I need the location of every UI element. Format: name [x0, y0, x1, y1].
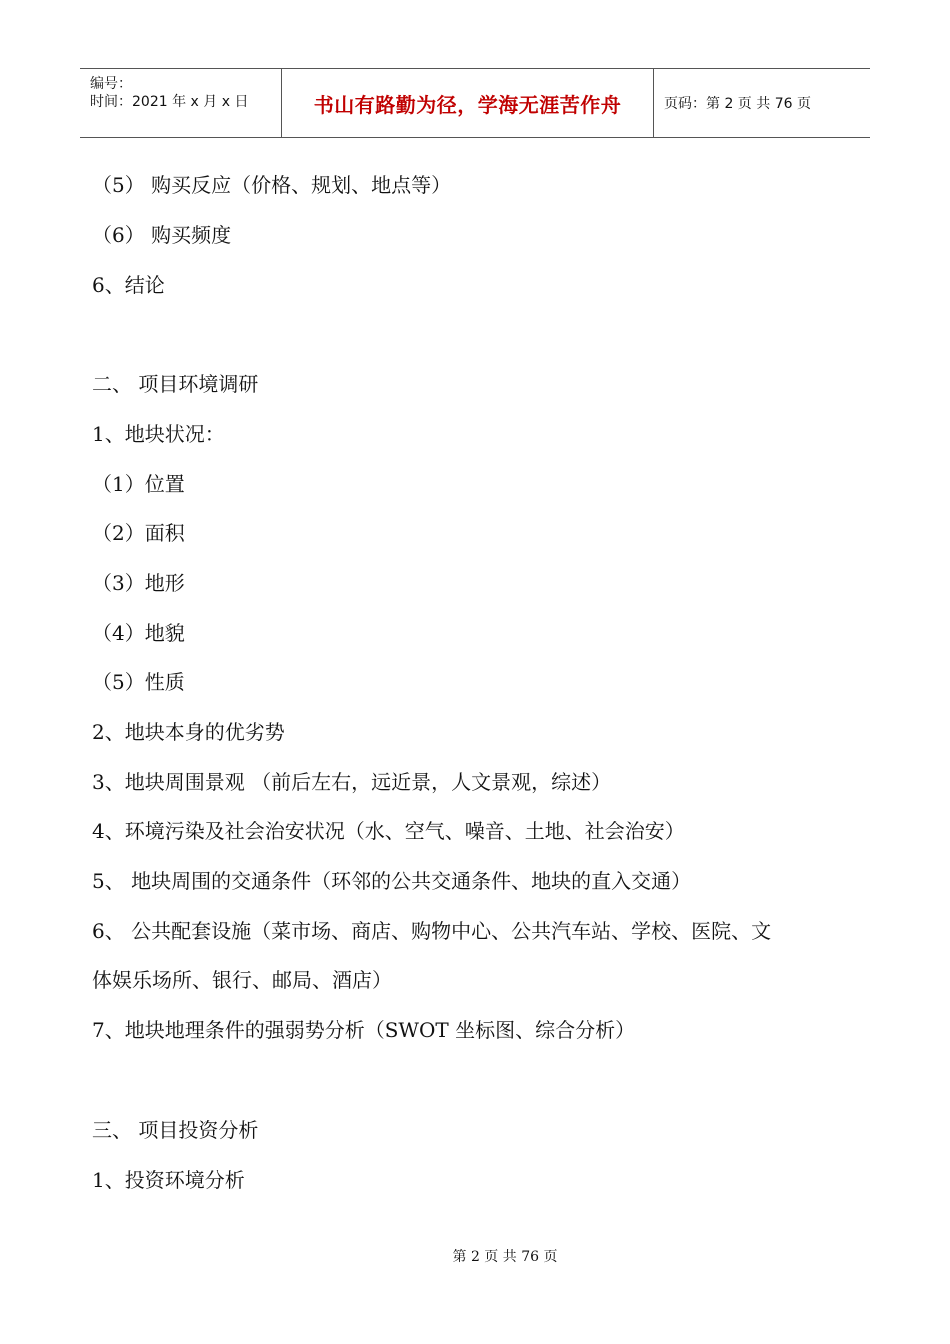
section-heading: 三、 项目投资分析: [92, 1118, 259, 1142]
header-page-cell: [654, 69, 870, 137]
outline-item: （5） 购买反应（价格、规划、地点等）: [92, 173, 452, 197]
outline-item: 7、地块地理条件的强弱势分析（SWOT 坐标图、综合分析）: [92, 1018, 636, 1042]
outline-item: 6、结论: [92, 273, 165, 297]
section-heading: 二、 项目环境调研: [92, 372, 259, 396]
document-header: [80, 68, 870, 138]
outline-item: （5）性质: [92, 670, 185, 694]
outline-item: 4、环境污染及社会治安状况（水、空气、噪音、土地、社会治安）: [92, 819, 685, 843]
outline-item: 1、地块状况：: [92, 422, 225, 446]
outline-item: 6、 公共配套设施（菜市场、商店、购物中心、公共汽车站、学校、医院、文: [92, 919, 772, 943]
outline-item: （6） 购买频度: [92, 223, 232, 247]
page-footer: [0, 1246, 950, 1266]
document-number-label: 编号：: [90, 76, 132, 92]
outline-item: （4）地貌: [92, 621, 185, 645]
outline-item: （2）面积: [92, 521, 185, 545]
outline-item: （3）地形: [92, 571, 185, 595]
outline-item: 2、地块本身的优劣势: [92, 720, 285, 744]
outline-item-continuation: 体娱乐场所、银行、邮局、酒店）: [92, 968, 392, 992]
header-page-info: 页码：第 2 页 共 76 页: [664, 96, 811, 112]
outline-item: 3、地块周围景观 （前后左右，远近景，人文景观，综述）: [92, 770, 612, 794]
outline-item: （1）位置: [92, 472, 185, 496]
header-meta-cell: [80, 69, 282, 137]
outline-item: 1、投资环境分析: [92, 1168, 245, 1192]
footer-page-number: 第 2 页 共 76 页: [452, 1249, 558, 1265]
document-date-label: 时间：2021 年 x 月 x 日: [90, 94, 249, 110]
header-motto-cell: [282, 69, 654, 137]
header-motto: 书山有路勤为径，学海无涯苦作舟: [313, 92, 622, 117]
outline-item: 5、 地块周围的交通条件（环邻的公共交通条件、地块的直入交通）: [92, 869, 692, 893]
